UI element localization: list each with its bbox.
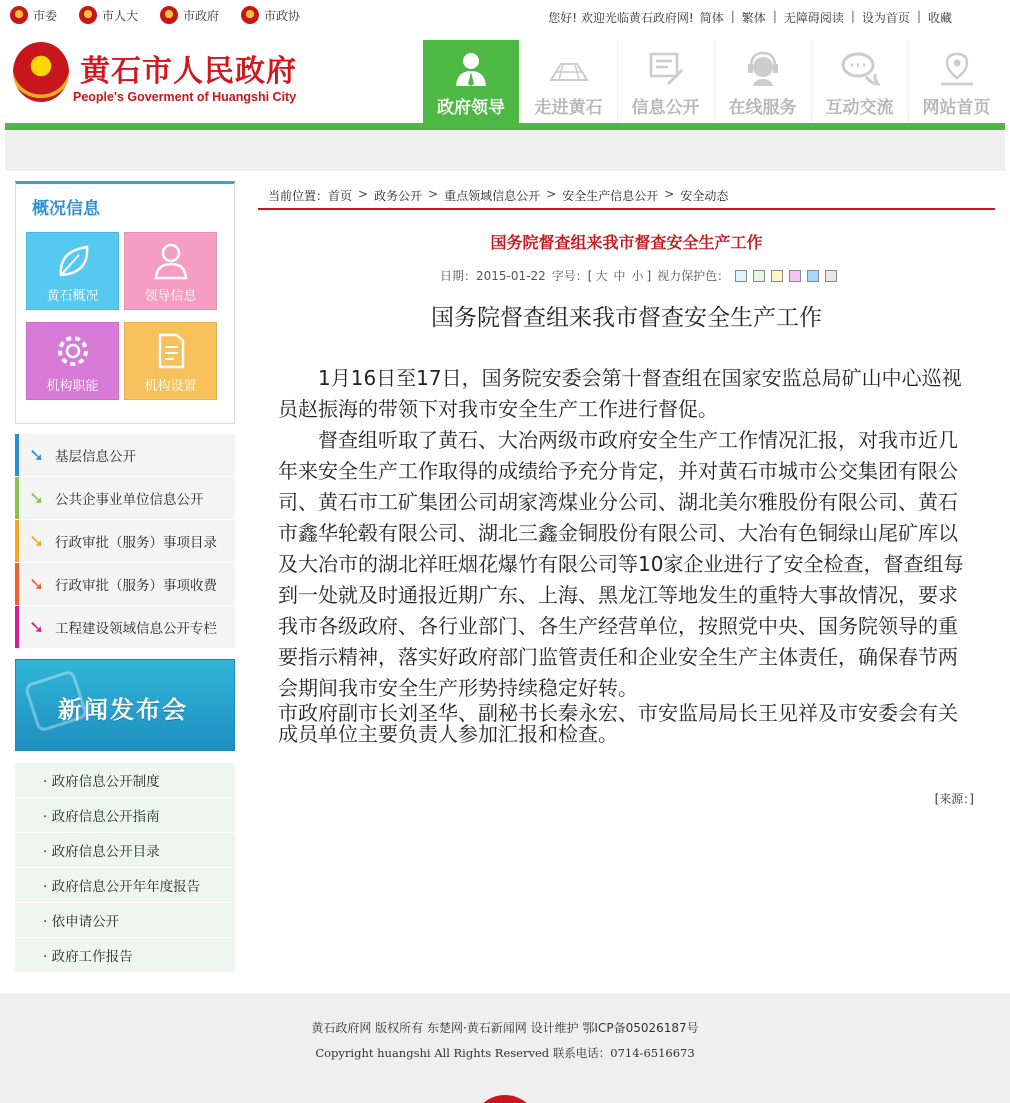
- breadcrumb-safety-news[interactable]: 安全动态: [680, 189, 729, 203]
- font-size-medium-button[interactable]: 中: [613, 269, 626, 283]
- site-subtitle: People's Goverment of Huangshi City: [73, 90, 297, 104]
- category-approval-fees[interactable]: ➘ 行政审批（服务）事项收费: [15, 563, 235, 605]
- list-item[interactable]: · 政府工作报告: [15, 938, 235, 972]
- category-approval-catalog[interactable]: ➘ 行政审批（服务）事项目录: [15, 520, 235, 562]
- org-links: [10, 6, 322, 24]
- welcome-bar: [548, 9, 952, 26]
- person-icon: [151, 241, 191, 281]
- font-size-label: 字号：[: [551, 269, 593, 283]
- divider: |: [916, 9, 921, 23]
- favorite-link[interactable]: 收藏: [927, 11, 952, 25]
- site-title[interactable]: 黄石市人民政府: [80, 54, 297, 89]
- nav-home[interactable]: 网站首页: [908, 40, 1004, 124]
- article-source: [来源：]: [934, 792, 974, 806]
- breadcrumb-prefix: 当前位置：: [268, 189, 329, 203]
- article-paragraph: 督查组听取了黄石、大冶两级市政府安全生产工作情况汇报，对我市近几年来安全生产工作取得的成绩给予充分肯定，并对黄石市城市公交集团有限公司、黄石市工矿集团公司胡家湾煤业分公司、湖北美尔雅股份有限公司、黄石市鑫华轮毂有限公司、湖北三鑫金铜股份有限公司、大冶有色铜绿山尾矿库以及大冶市的湖北祥旺烟花爆竹有限公司等10家企业进行了安全检查，督查组每到一处就及时通报近期广东、上海、黑龙江等地发生的重特大事故情况，要求我市各级政府、各行业部门、各生产经营单位，按照党中央、国务院领导的重要指示精神，落实好政府部门监管责任和企业安全生产主体责任，确保春节两会期间我市安全生产形势持续稳定好转。: [278, 428, 964, 700]
- cppcc-emblem-icon: [241, 6, 259, 24]
- divider: |: [772, 9, 777, 23]
- article-paragraph: 1月16日至17日，国务院安委会第十督查组在国家安监总局矿山中心巡视员赵振海的带领下对我市安全生产工作进行督促。: [278, 366, 962, 421]
- press-conference-banner[interactable]: 新闻发布会: [15, 659, 235, 751]
- color-swatch-gray[interactable]: [825, 270, 837, 282]
- list-item[interactable]: · 政府信息公开年年度报告: [15, 868, 235, 902]
- article-body: [278, 363, 975, 704]
- eye-protection-label: 视力保护色：: [657, 269, 730, 283]
- list-item[interactable]: · 依申请公开: [15, 903, 235, 937]
- divider: |: [850, 9, 855, 23]
- set-homepage-link[interactable]: 设为首页: [861, 11, 910, 25]
- color-swatch-pink[interactable]: [789, 270, 801, 282]
- breadcrumb-separator: >: [358, 187, 369, 201]
- document-pen-icon: [646, 50, 686, 88]
- breadcrumb-safety-info[interactable]: 安全生产信息公开: [562, 189, 659, 203]
- footer-contact: Copyright huangshi All Rights Reserved 联系电话：0714-6516673: [315, 1046, 695, 1060]
- party-emblem-icon: [10, 6, 28, 24]
- breadcrumb-key-areas[interactable]: 重点领域信息公开: [444, 189, 541, 203]
- info-disclosure-list: [15, 763, 235, 973]
- category-list: [15, 434, 235, 649]
- divider: |: [730, 9, 735, 23]
- arrow-down-right-icon: ➘: [29, 444, 45, 466]
- nav-online-service[interactable]: 在线服务: [714, 40, 810, 124]
- tile-leader-info[interactable]: 领导信息: [124, 232, 217, 310]
- building-icon: [529, 50, 609, 88]
- home-pin-icon: [937, 50, 977, 88]
- arrow-down-right-icon: ➘: [29, 530, 45, 552]
- category-engineering-construction[interactable]: ➘ 工程建设领域信息公开专栏: [15, 606, 235, 648]
- main-nav: [423, 40, 1005, 124]
- top-bar: [0, 0, 1010, 34]
- nav-interaction[interactable]: 互动交流: [811, 40, 907, 124]
- nav-info-disclosure[interactable]: 信息公开: [617, 40, 713, 124]
- nav-about-huangshi[interactable]: 走进黄石: [520, 40, 616, 124]
- national-emblem-icon: [160, 6, 178, 24]
- category-public-institutions[interactable]: ➘ 公共企事业单位信息公开: [15, 477, 235, 519]
- link-party-committee[interactable]: 市委: [10, 6, 57, 24]
- arrow-down-right-icon: ➘: [29, 616, 45, 638]
- party-emblem-icon: [472, 1095, 538, 1103]
- article-date: 日期：2015-01-22: [440, 269, 546, 283]
- breadcrumb: [268, 187, 728, 204]
- national-emblem-logo[interactable]: [13, 42, 69, 102]
- color-swatch-blue[interactable]: [735, 270, 747, 282]
- list-item[interactable]: · 政府信息公开目录: [15, 833, 235, 867]
- nav-government-leaders[interactable]: 政府领导: [423, 40, 519, 124]
- breadcrumb-separator: >: [428, 187, 439, 201]
- gear-icon: [53, 331, 93, 371]
- article-paragraph: 市政府副市长刘圣华、副秘书长秦永宏、市安监局局长王见祥及市安委会有关成员单位主要负责人参加汇报和检查。: [278, 701, 958, 746]
- breadcrumb-separator: >: [546, 187, 557, 201]
- national-emblem-icon: [79, 6, 97, 24]
- tile-org-functions[interactable]: 机构职能: [26, 322, 119, 400]
- traditional-link[interactable]: 繁体: [741, 11, 766, 25]
- list-item[interactable]: · 政府信息公开制度: [15, 763, 235, 797]
- person-icon: [451, 50, 491, 88]
- divider: [258, 208, 995, 210]
- footer-copyright: 黄石政府网 版权所有 东楚网·黄石新闻网 设计维护 鄂ICP备05026187号: [311, 1021, 699, 1035]
- banner-strip: [5, 130, 1005, 171]
- breadcrumb-separator: >: [664, 187, 675, 201]
- arrow-down-right-icon: ➘: [29, 487, 45, 509]
- list-item[interactable]: · 政府信息公开指南: [15, 798, 235, 832]
- link-cppcc[interactable]: 市政协: [241, 6, 300, 24]
- color-swatch-green[interactable]: [753, 270, 765, 282]
- article-meta: [440, 267, 837, 284]
- document-icon: [151, 331, 191, 371]
- breadcrumb-gov-affairs[interactable]: 政务公开: [374, 189, 423, 203]
- overview-panel: [15, 181, 235, 424]
- category-grassroots-disclosure[interactable]: ➘ 基层信息公开: [15, 434, 235, 476]
- font-size-small-button[interactable]: 小: [631, 269, 644, 283]
- color-swatch-yellow[interactable]: [771, 270, 783, 282]
- site-header: [0, 36, 1010, 124]
- leaf-icon: [53, 241, 93, 281]
- overview-title: 概况信息: [32, 199, 100, 219]
- link-city-government[interactable]: 市政府: [160, 6, 219, 24]
- site-footer: [0, 993, 1010, 1103]
- accessible-reading-link[interactable]: 无障碍阅读: [783, 11, 844, 25]
- tile-org-setup[interactable]: 机构设置: [124, 322, 217, 400]
- headset-icon: [743, 50, 783, 88]
- chat-bubbles-icon: [840, 50, 880, 88]
- font-size-large-button[interactable]: 大: [595, 269, 608, 283]
- arrow-down-right-icon: ➘: [29, 573, 45, 595]
- tile-huangshi-overview[interactable]: 黄石概况: [26, 232, 119, 310]
- nav-underline-bar: [5, 123, 1005, 130]
- link-peoples-congress[interactable]: 市人大: [79, 6, 138, 24]
- welcome-text: 您好! 欢迎光临黄石政府网!: [548, 11, 694, 25]
- color-swatch-sky[interactable]: [807, 270, 819, 282]
- font-size-bracket: ]: [646, 268, 652, 283]
- article-title: 国务院督查组来我市督查安全生产工作: [431, 305, 822, 331]
- simplified-link[interactable]: 简体: [699, 11, 724, 25]
- article-headline: 国务院督查组来我市督查安全生产工作: [490, 233, 763, 252]
- breadcrumb-home[interactable]: 首页: [328, 189, 353, 203]
